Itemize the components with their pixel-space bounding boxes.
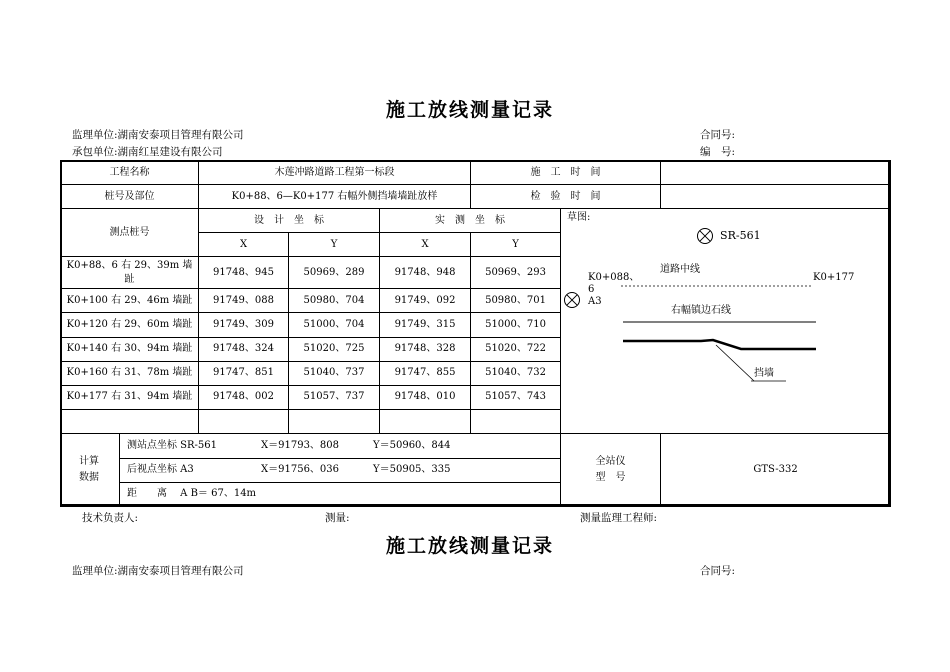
empty-cell[interactable]: [289, 409, 380, 433]
end-chainage: K0+177: [813, 272, 855, 283]
page-title-2: 施工放线测量记录: [386, 535, 555, 557]
supervisor-engineer-label: 测量监理工程师:: [580, 512, 658, 524]
inspection-time-value[interactable]: [661, 185, 891, 209]
point-cell: K0+120 右 29、60m 墙趾: [61, 313, 199, 337]
serial-no-label: 编 号:: [700, 146, 736, 158]
supervisor-unit-2: 监理单位:湖南安泰项目管理有限公司: [72, 565, 244, 577]
sketch-area: [561, 209, 890, 433]
back-x: X＝91756、036: [261, 464, 340, 475]
design-y-cell: 51040、737: [289, 361, 380, 385]
actual-y-cell: 50980、701: [471, 289, 561, 313]
station-sr-icon: [698, 229, 713, 244]
design-x-label: X: [199, 233, 289, 257]
point-cell: K0+88、6 右 29、39m 墙趾: [61, 257, 199, 289]
wall-label: 挡墙: [754, 368, 775, 379]
actual-coord-label: 实 测 坐 标: [380, 209, 561, 233]
design-x-cell: 91749、309: [199, 313, 289, 337]
design-y-cell: 50980、704: [289, 289, 380, 313]
station-coord-label: 测站点坐标 SR-561: [127, 440, 218, 451]
design-coord-label: 设 计 坐 标: [199, 209, 380, 233]
retaining-wall-line: [623, 340, 816, 349]
actual-x-cell: 91748、328: [380, 337, 471, 361]
actual-y-cell: 51000、710: [471, 313, 561, 337]
point-cell: K0+140 右 30、94m 墙趾: [61, 337, 199, 361]
tech-lead-label: 技术负责人:: [82, 512, 139, 524]
sketch-cell: [561, 209, 891, 434]
actual-y-cell: 51057、743: [471, 385, 561, 409]
design-y-cell: 50969、289: [289, 257, 380, 289]
station-x: X＝91793、808: [261, 440, 340, 451]
point-cell: K0+177 右 31、94m 墙趾: [61, 385, 199, 409]
sketch-label: 草图:: [567, 212, 591, 223]
back-y: Y＝50905、335: [373, 464, 451, 475]
construction-time-value[interactable]: [661, 161, 891, 185]
curb-label: 右幅镇边石线: [671, 305, 732, 316]
calc-label-2: 数据: [79, 472, 99, 483]
supervisor-unit: 监理单位:湖南安泰项目管理有限公司: [72, 129, 244, 141]
design-y-label: Y: [289, 233, 380, 257]
back-coord-label: 后视点坐标 A3: [127, 464, 194, 475]
survey-record-table: [60, 160, 891, 507]
station-a3-icon: [565, 293, 580, 308]
design-x-cell: 91748、324: [199, 337, 289, 361]
actual-x-label: X: [380, 233, 471, 257]
point-cell: K0+160 右 31、78m 墙趾: [61, 361, 199, 385]
start-chainage: K0+088、: [588, 272, 640, 283]
construction-time-label: 施 工 时 间: [471, 161, 661, 185]
empty-cell[interactable]: [380, 409, 471, 433]
instrument-value: GTS-332: [661, 434, 891, 507]
instrument-label-2: 型 号: [595, 472, 626, 483]
actual-x-cell: 91749、092: [380, 289, 471, 313]
point-cell: K0+100 右 29、46m 墙趾: [61, 289, 199, 313]
station-y: Y＝50960、844: [373, 440, 451, 451]
empty-cell[interactable]: [61, 409, 199, 433]
centerline-label: 道路中线: [660, 264, 701, 275]
station-a3-label: A3: [588, 296, 602, 307]
design-y-cell: 51020、725: [289, 337, 380, 361]
calc-cell: [61, 434, 561, 507]
contractor-unit: 承包单位:湖南红星建设有限公司: [72, 146, 223, 158]
design-x-cell: 91748、002: [199, 385, 289, 409]
distance-ab: 距 离 A B＝ 67、14m: [127, 488, 257, 499]
actual-x-cell: 91749、315: [380, 313, 471, 337]
project-name-label: 工程名称: [61, 161, 199, 185]
actual-y-cell: 51020、722: [471, 337, 561, 361]
actual-y-cell: 50969、293: [471, 257, 561, 289]
design-x-cell: 91747、851: [199, 361, 289, 385]
wall-leader-line: [716, 345, 754, 381]
actual-x-cell: 91748、010: [380, 385, 471, 409]
station-label: 桩号及部位: [61, 185, 199, 209]
design-y-cell: 51057、737: [289, 385, 380, 409]
design-x-cell: 91749、088: [199, 289, 289, 313]
design-x-cell: 91748、945: [199, 257, 289, 289]
actual-y-label: Y: [471, 233, 561, 257]
empty-cell[interactable]: [199, 409, 289, 433]
page-title: 施工放线测量记录: [386, 99, 555, 121]
instrument-label-1: 全站仪: [595, 456, 626, 467]
station-sr-label: SR-561: [720, 229, 761, 242]
actual-x-cell: 91748、948: [380, 257, 471, 289]
instrument-label-cell: [561, 434, 661, 507]
station-value: K0+88、6—K0+177 右幅外侧挡墙墙趾放样: [199, 185, 471, 209]
design-y-cell: 51000、704: [289, 313, 380, 337]
point-label: 测点桩号: [61, 209, 199, 257]
start-chainage-cont: 6: [588, 284, 595, 295]
project-name-value: 木莲冲路道路工程第一标段: [199, 161, 471, 185]
contract-no-label-2: 合同号:: [700, 565, 736, 577]
surveyor-label: 测量:: [325, 512, 350, 524]
calc-row: [61, 434, 891, 507]
contract-no-label: 合同号:: [700, 129, 736, 141]
calc-label-1: 计算: [79, 456, 99, 467]
actual-y-cell: 51040、732: [471, 361, 561, 385]
inspection-time-label: 检 验 时 间: [471, 185, 661, 209]
actual-x-cell: 91747、855: [380, 361, 471, 385]
empty-cell[interactable]: [471, 409, 561, 433]
